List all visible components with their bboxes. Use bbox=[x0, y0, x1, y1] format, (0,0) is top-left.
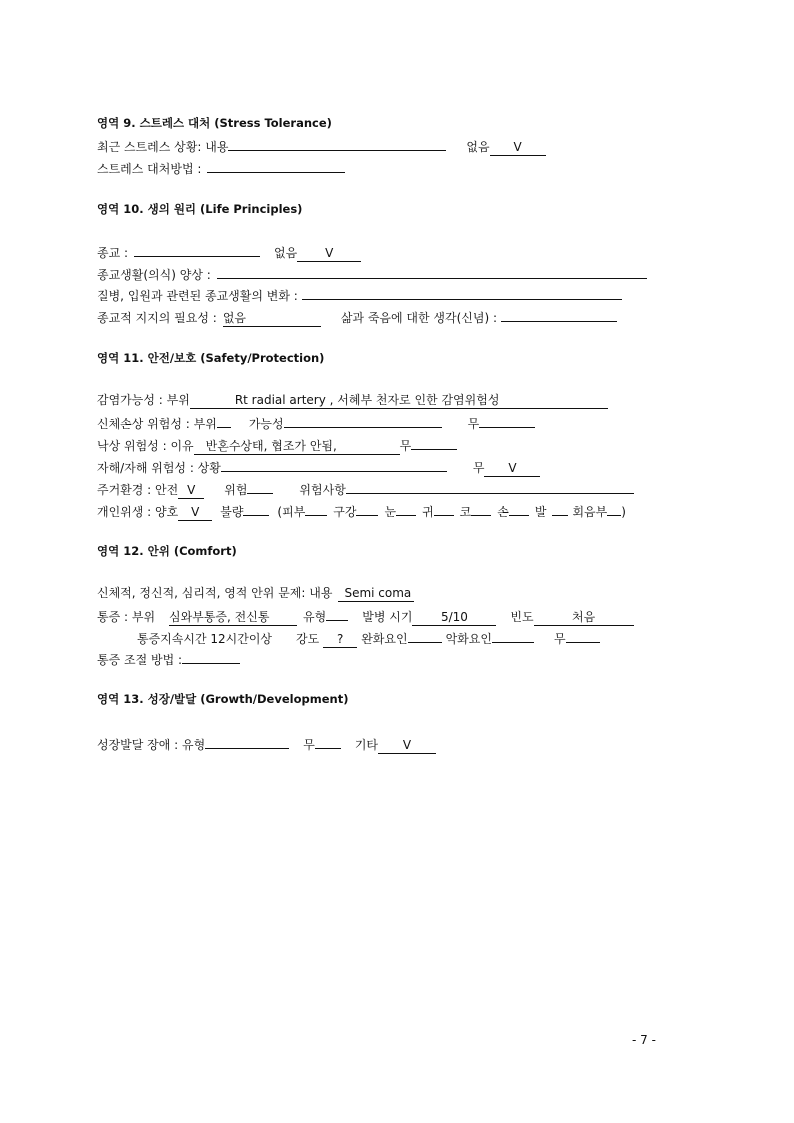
pain-relief-blank[interactable] bbox=[408, 629, 442, 643]
pain-onset-label: 발병 시기 bbox=[362, 610, 413, 624]
injury-none-label: 무 bbox=[467, 417, 480, 431]
hygiene-nose-blank[interactable] bbox=[471, 502, 491, 516]
growth-other-label: 기타 bbox=[354, 738, 379, 752]
self-harm-none-label: 무 bbox=[472, 461, 485, 475]
religious-support-value[interactable]: 없음 bbox=[223, 310, 321, 327]
religious-change-label: 질병, 입원과 관련된 종교생활의 변화 : bbox=[97, 289, 298, 303]
growth-type-label: 성장발달 장애 : 유형 bbox=[97, 738, 206, 752]
stress-situation-label: 최근 스트레스 상황: 내용 bbox=[97, 140, 229, 154]
fall-risk-line bbox=[97, 436, 457, 455]
hygiene-skin-blank[interactable] bbox=[305, 502, 327, 516]
religion-none-mark[interactable]: V bbox=[297, 245, 361, 262]
pain-aggravate-blank[interactable] bbox=[492, 629, 534, 643]
stress-coping-blank[interactable] bbox=[207, 159, 345, 173]
page-number: - 7 - bbox=[632, 1033, 656, 1047]
section-12-heading: 영역 12. 안위 (Comfort) bbox=[97, 544, 237, 558]
fall-none-label: 무 bbox=[399, 439, 412, 453]
stress-coping-label: 스트레스 대처방법 : bbox=[97, 162, 202, 176]
growth-none-label: 무 bbox=[303, 738, 315, 752]
hygiene-ear-label: 귀 bbox=[422, 505, 434, 519]
hygiene-eye-blank[interactable] bbox=[396, 502, 416, 516]
stress-situation-blank[interactable] bbox=[228, 137, 446, 151]
religion-none-label: 없음 bbox=[274, 246, 298, 260]
pain-aggravate-label: 악화요인 bbox=[445, 632, 492, 646]
hygiene-poor-blank[interactable] bbox=[243, 502, 269, 516]
hygiene-skin-label: (피부 bbox=[277, 505, 306, 519]
pain-freq-value[interactable]: 처음 bbox=[534, 609, 634, 626]
comfort-problem-label: 신체적, 정신적, 심리적, 영적 안위 문제: 내용 bbox=[97, 586, 333, 600]
stress-none-mark[interactable]: V bbox=[490, 139, 546, 156]
growth-none-blank[interactable] bbox=[315, 735, 341, 749]
residence-risk-items-label: 위험사항 bbox=[299, 483, 346, 497]
hygiene-foot-blank[interactable] bbox=[552, 502, 568, 516]
fall-risk-label: 낙상 위험성 : 이유 bbox=[97, 439, 194, 453]
religion-line bbox=[97, 243, 361, 262]
fall-none-blank[interactable] bbox=[411, 436, 457, 450]
religious-life-label: 종교생활(의식) 양상 : bbox=[97, 268, 211, 282]
religious-support-line bbox=[97, 308, 617, 327]
section-9-heading: 영역 9. 스트레스 대처 (Stress Tolerance) bbox=[97, 116, 332, 130]
hygiene-foot-label: 발 bbox=[534, 505, 547, 519]
pain-none-label: 무 bbox=[553, 632, 566, 646]
growth-line bbox=[97, 735, 436, 754]
hygiene-nose-label: 코 bbox=[459, 505, 472, 519]
religious-change-blank[interactable] bbox=[302, 286, 622, 300]
pain-freq-label: 빈도 bbox=[510, 610, 534, 624]
injury-site-blank[interactable] bbox=[217, 414, 231, 428]
hygiene-hand-blank[interactable] bbox=[509, 502, 529, 516]
pain-intensity-value[interactable]: ? bbox=[323, 631, 357, 648]
growth-type-blank[interactable] bbox=[205, 735, 289, 749]
pain-onset-value[interactable]: 5/10 bbox=[412, 609, 496, 626]
pain-type-blank[interactable] bbox=[326, 607, 348, 621]
religious-support-label: 종교적 지지의 필요성 : bbox=[97, 311, 217, 325]
injury-risk-label: 신체손상 위험성 : 부위 bbox=[97, 417, 217, 431]
residence-risk-items-blank[interactable] bbox=[346, 480, 634, 494]
injury-none-blank[interactable] bbox=[479, 414, 535, 428]
section-11-heading: 영역 11. 안전/보호 (Safety/Protection) bbox=[97, 351, 325, 365]
residence-safe-mark[interactable]: V bbox=[178, 482, 204, 499]
pain-control-blank[interactable] bbox=[182, 650, 240, 664]
self-harm-label: 자해/자해 위험성 : 상황 bbox=[97, 461, 221, 475]
pain-control-line bbox=[97, 650, 240, 668]
life-death-belief-blank[interactable] bbox=[501, 308, 617, 322]
pain-detail-line bbox=[137, 629, 600, 648]
hygiene-line bbox=[97, 502, 626, 521]
stress-coping-line bbox=[97, 159, 345, 177]
residence-risk-label: 위험 bbox=[224, 483, 248, 497]
religion-label: 종교 : bbox=[97, 246, 129, 260]
hygiene-mouth-label: 구강 bbox=[333, 505, 357, 519]
residence-risk-blank[interactable] bbox=[247, 480, 273, 494]
hygiene-good-label: 개인위생 : 양호 bbox=[97, 505, 179, 519]
self-harm-line bbox=[97, 458, 540, 477]
section-10-heading: 영역 10. 생의 원리 (Life Principles) bbox=[97, 202, 303, 216]
stress-situation-line bbox=[97, 137, 546, 156]
residence-safe-label: 주거환경 : 안전 bbox=[97, 483, 179, 497]
stress-none-label: 없음 bbox=[466, 140, 490, 154]
hygiene-hand-label: 손 bbox=[497, 505, 509, 519]
pain-site-label: 통증 : 부위 bbox=[97, 610, 156, 624]
growth-other-mark[interactable]: V bbox=[378, 737, 436, 754]
pain-line bbox=[97, 607, 634, 626]
pain-duration-label: 통증지속시간 12시간이상 bbox=[137, 632, 273, 646]
hygiene-poor-label: 불량 bbox=[220, 505, 244, 519]
pain-type-label: 유형 bbox=[303, 610, 327, 624]
pain-relief-label: 완화요인 bbox=[361, 632, 408, 646]
injury-possible-label: 가능성 bbox=[248, 417, 284, 431]
infection-risk-value[interactable]: Rt radial artery , 서혜부 천자로 인한 감염위험성 bbox=[190, 392, 608, 409]
pain-intensity-label: 강도 bbox=[296, 632, 320, 646]
hygiene-perineum-label: 회음부 bbox=[572, 505, 608, 519]
religious-change-line bbox=[97, 286, 622, 304]
infection-risk-label: 감염가능성 : 부위 bbox=[97, 393, 190, 407]
hygiene-mouth-blank[interactable] bbox=[356, 502, 378, 516]
hygiene-close-paren: ) bbox=[621, 505, 626, 519]
hygiene-ear-blank[interactable] bbox=[434, 502, 454, 516]
hygiene-good-mark[interactable]: V bbox=[178, 504, 212, 521]
life-death-belief-label: 삶과 죽음에 대한 생각(신념) : bbox=[340, 311, 498, 325]
pain-control-label: 통증 조절 방법 : bbox=[97, 653, 183, 667]
religious-life-blank[interactable] bbox=[217, 265, 647, 279]
religious-life-line bbox=[97, 265, 647, 283]
self-harm-blank[interactable] bbox=[221, 458, 447, 472]
pain-site-value[interactable]: 심와부통증, 전신통 bbox=[169, 609, 297, 626]
injury-risk-line bbox=[97, 414, 535, 432]
pain-none-blank[interactable] bbox=[566, 629, 600, 643]
comfort-problem-value[interactable]: Semi coma bbox=[338, 585, 414, 602]
fall-risk-reason[interactable]: 반혼수상태, 협조가 안됨, bbox=[194, 438, 400, 455]
residence-line bbox=[97, 480, 634, 499]
section-13-heading: 영역 13. 성장/발달 (Growth/Development) bbox=[97, 692, 349, 706]
infection-risk-line bbox=[97, 392, 608, 409]
injury-possible-blank[interactable] bbox=[284, 414, 442, 428]
comfort-problem-line bbox=[97, 585, 414, 602]
hygiene-eye-label: 눈 bbox=[384, 505, 397, 519]
hygiene-perineum-blank[interactable] bbox=[607, 502, 621, 516]
religion-blank[interactable] bbox=[134, 243, 260, 257]
self-harm-none-mark[interactable]: V bbox=[484, 460, 540, 477]
